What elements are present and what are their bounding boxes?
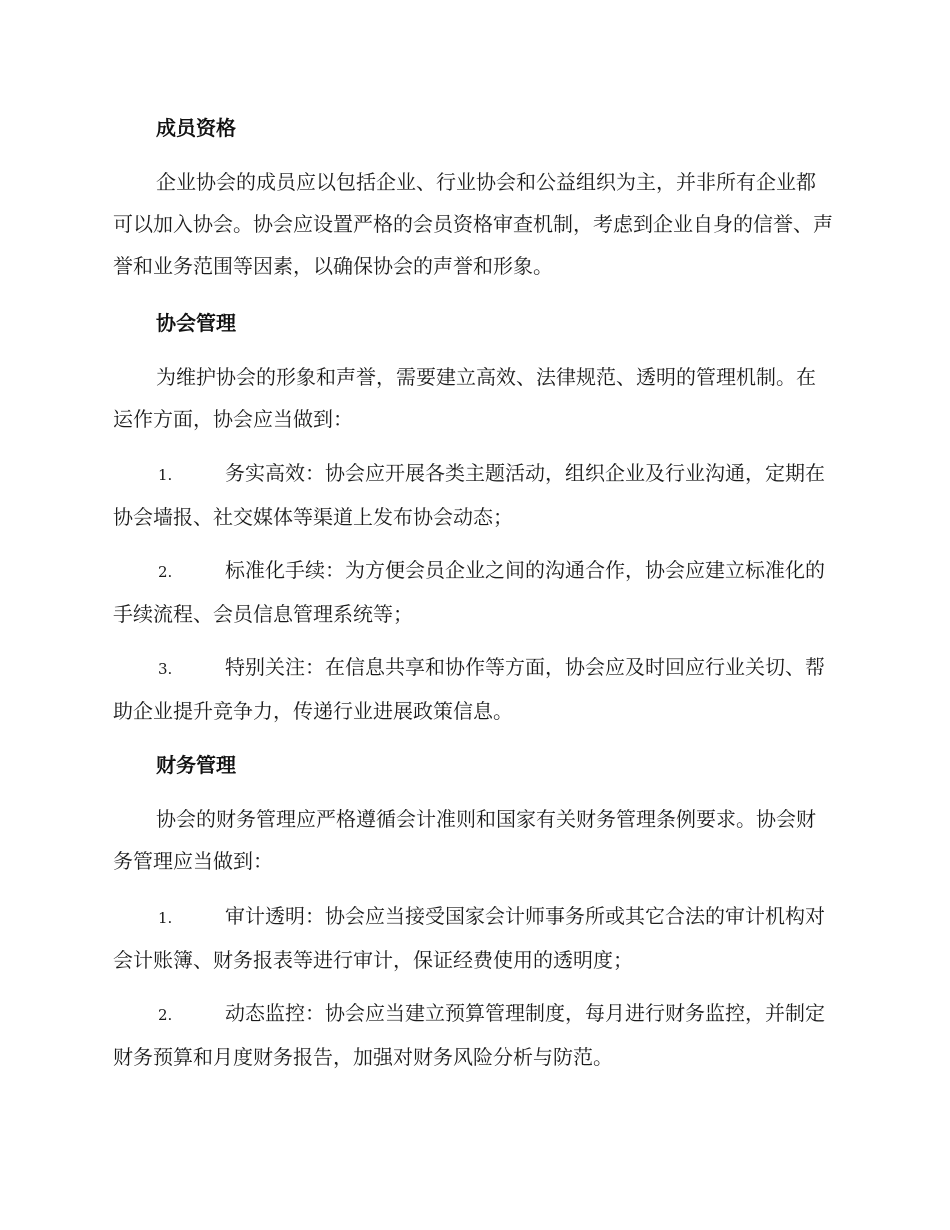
list-item-text: 务实高效：协会应开展各类主题活动，组织企业及行业沟通，定期在协会墙报、社交媒体等渠道上发布协会动态； — [113, 461, 825, 529]
list-item-text: 审计透明：协会应当接受国家会计师事务所或其它合法的审计机构对会计账簿、财务报表等进行审计，保证经费使用的透明度； — [113, 904, 825, 972]
list-item-text: 动态监控：协会应当建立预算管理制度，每月进行财务监控，并制定财务预算和月度财务报告，加强对财务风险分析与防范。 — [113, 1001, 825, 1069]
list-item — [113, 549, 835, 635]
list-item-text: 标准化手续：为方便会员企业之间的沟通合作，协会应建立标准化的手续流程、会员信息管理系统等； — [113, 558, 825, 626]
list-item — [113, 895, 835, 981]
paragraph-finance: 协会的财务管理应严格遵循会计准则和国家有关财务管理条例要求。协会财务管理应当做到： — [113, 807, 816, 873]
list-number: 2. — [158, 563, 173, 581]
list-number: 3. — [158, 660, 173, 678]
list-item — [113, 646, 835, 732]
list-item-text: 特别关注：在信息共享和协作等方面，协会应及时回应行业关切、帮助企业提升竞争力，传递行业进展政策信息。 — [113, 655, 825, 723]
paragraph-membership: 企业协会的成员应以包括企业、行业协会和公益组织为主，并非所有企业都可以加入协会。协会应设置严格的会员资格审查机制，考虑到企业自身的信誉、声誉和业务范围等因素，以确保协会的声誉和形象。 — [113, 170, 833, 278]
section-heading-membership: 成员资格 — [156, 116, 236, 140]
list-number: 1. — [158, 909, 173, 927]
list-item — [113, 452, 835, 538]
section-heading-finance: 财务管理 — [156, 753, 236, 777]
list-item — [113, 992, 835, 1078]
list-number: 2. — [158, 1006, 173, 1024]
section-heading-management: 协会管理 — [156, 311, 236, 335]
list-number: 1. — [158, 466, 173, 484]
paragraph-management: 为维护协会的形象和声誉，需要建立高效、法律规范、透明的管理机制。在运作方面，协会应当做到： — [113, 365, 816, 431]
